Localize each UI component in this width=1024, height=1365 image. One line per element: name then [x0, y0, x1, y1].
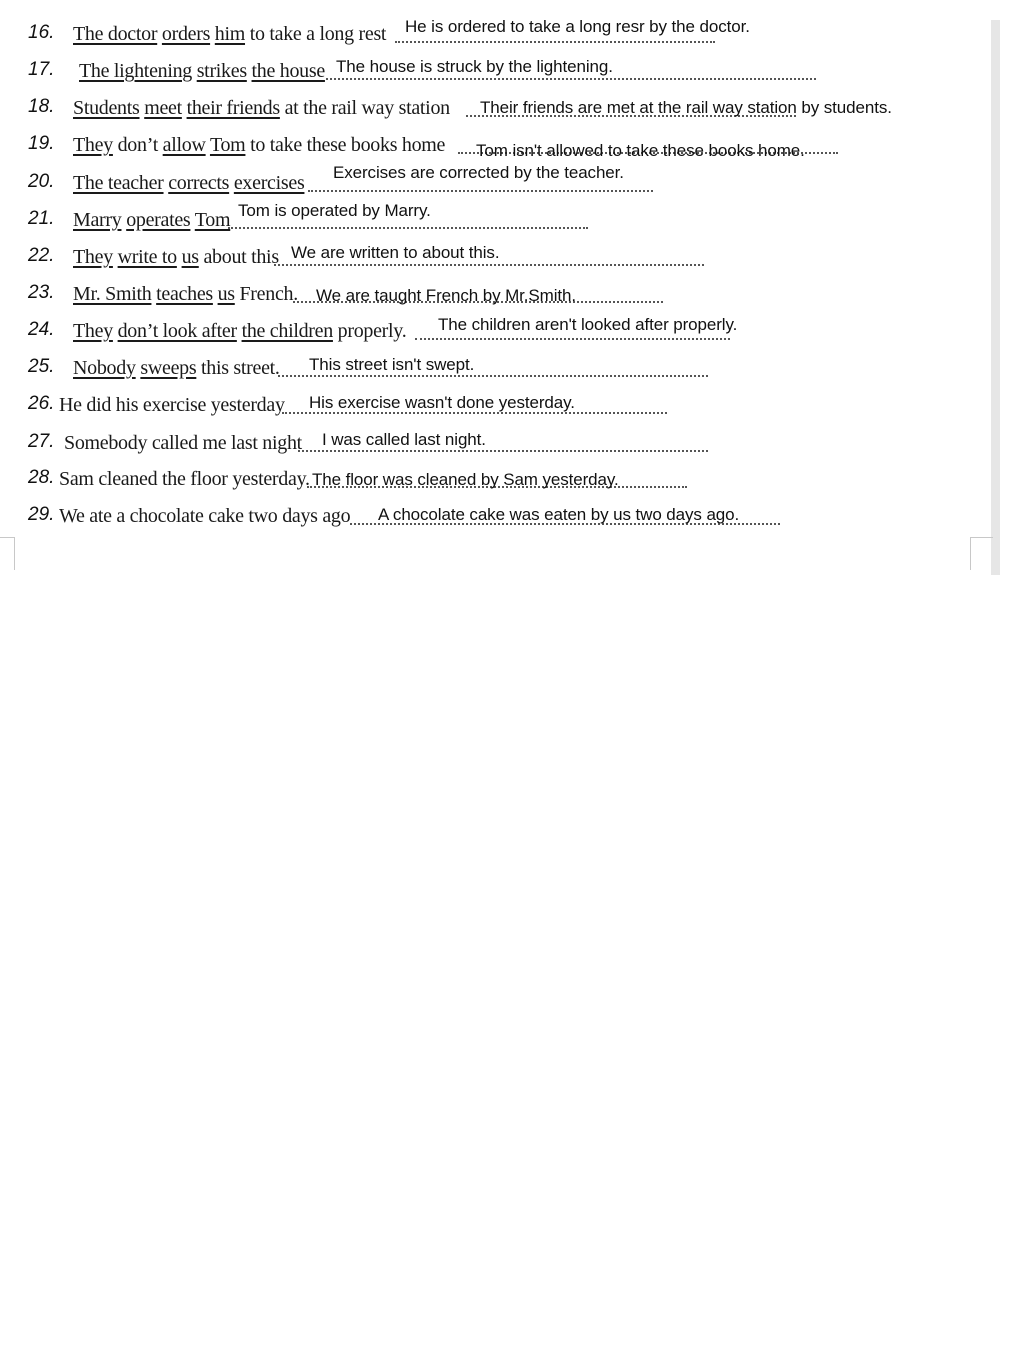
exercise-item [28, 354, 978, 384]
exercise-prompt [73, 357, 280, 380]
answer-text[interactable]: The children aren't looked after properly. [438, 315, 738, 334]
exercise-number: 16. [28, 22, 55, 43]
prompt-segment: Somebody called me last night [64, 432, 302, 454]
prompt-segment: French. [234, 283, 298, 305]
prompt-underlined-segment: teaches [156, 283, 213, 305]
prompt-segment: at the rail way station [279, 97, 450, 119]
exercise-number: 23. [28, 282, 55, 303]
exercise-item [28, 502, 978, 532]
answer-text[interactable]: Tom isn't allowed to take these books home. [476, 141, 805, 160]
prompt-underlined-segment: They [73, 246, 113, 268]
answer-text[interactable]: The house is struck by the lightening. [336, 57, 613, 76]
exercise-number: 19. [28, 133, 55, 154]
exercise-prompt [73, 283, 298, 306]
exercise-number: 17. [28, 59, 55, 80]
exercise-number: 22. [28, 245, 55, 266]
exercise-prompt [73, 172, 304, 195]
exercise-prompt [59, 505, 350, 528]
exercise-number: 29. [28, 504, 55, 525]
exercise-number: 20. [28, 171, 55, 192]
prompt-segment: don’t [112, 134, 163, 156]
prompt-underlined-segment: Mr. Smith [73, 283, 152, 305]
exercise-item [28, 391, 978, 421]
exercise-prompt [73, 97, 450, 120]
prompt-underlined-segment: us [217, 283, 235, 305]
exercise-item [28, 243, 978, 273]
answer-dotted-line [415, 338, 730, 340]
page-corner-mark-right [970, 537, 993, 570]
exercise-number: 25. [28, 356, 55, 377]
exercise-prompt [73, 209, 230, 232]
prompt-underlined-segment: allow [162, 134, 206, 156]
exercise-number: 28. [28, 467, 55, 488]
exercise-number: 21. [28, 208, 55, 229]
answer-text[interactable]: Tom is operated by Marry. [238, 201, 431, 220]
exercise-item [28, 465, 978, 495]
prompt-underlined-segment: don’t look after [117, 320, 237, 342]
prompt-underlined-segment: us [181, 246, 199, 268]
prompt-underlined-segment: They [73, 320, 113, 342]
prompt-underlined-segment: the children [241, 320, 333, 342]
prompt-segment: to take a long rest [245, 23, 387, 45]
answer-text[interactable]: Their friends are met at the rail way station by students. [480, 98, 892, 117]
prompt-underlined-segment: Marry [73, 209, 122, 231]
prompt-underlined-segment: orders [161, 23, 211, 45]
exercise-item [28, 131, 978, 161]
exercise-number: 18. [28, 96, 55, 117]
prompt-underlined-segment: meet [144, 97, 182, 119]
prompt-segment: He did his exercise yesterday [59, 394, 285, 416]
answer-text[interactable]: Exercises are corrected by the teacher. [333, 163, 624, 182]
exercise-prompt [73, 23, 386, 46]
answer-text[interactable]: I was called last night. [322, 430, 486, 449]
answer-dotted-line [298, 450, 708, 452]
answer-text[interactable]: His exercise wasn't done yesterday. [309, 393, 575, 412]
prompt-segment: to take these books home [245, 134, 446, 156]
exercise-prompt [73, 320, 406, 343]
answer-dotted-line [278, 375, 708, 377]
prompt-underlined-segment: operates [126, 209, 191, 231]
answer-dotted-line [274, 264, 704, 266]
prompt-underlined-segment: The lightening [79, 60, 192, 82]
exercise-prompt [73, 246, 279, 269]
answer-text[interactable]: A chocolate cake was eaten by us two days ago. [378, 505, 740, 524]
answer-text[interactable]: He is ordered to take a long resr by the doctor. [405, 17, 750, 36]
exercise-prompt [59, 394, 285, 417]
prompt-underlined-segment: The teacher [73, 172, 164, 194]
exercise-item [28, 163, 978, 199]
exercise-item [28, 429, 978, 459]
prompt-underlined-segment: their friends [186, 97, 280, 119]
prompt-underlined-segment: Students [73, 97, 140, 119]
answer-text[interactable]: The floor was cleaned by Sam yesterday. [312, 470, 619, 489]
exercise-number: 27. [28, 431, 55, 452]
exercise-prompt [79, 60, 325, 83]
page-corner-mark-left [0, 537, 15, 570]
prompt-underlined-segment: the house [251, 60, 325, 82]
exercise-number: 26. [28, 393, 55, 414]
exercise-item [28, 201, 978, 236]
answer-dotted-line [326, 78, 816, 80]
answer-dotted-line [308, 190, 653, 192]
exercise-prompt [59, 468, 310, 491]
prompt-segment: about this [198, 246, 279, 268]
prompt-segment: properly. [332, 320, 407, 342]
prompt-underlined-segment: strikes [196, 60, 247, 82]
answer-dotted-line [228, 227, 588, 229]
answer-text[interactable]: This street isn't swept. [309, 355, 475, 374]
prompt-underlined-segment: write to [117, 246, 177, 268]
exercise-item [28, 317, 978, 347]
prompt-segment: Sam cleaned the floor yesterday. [59, 468, 310, 490]
answer-text[interactable]: We are written to about this. [291, 243, 500, 262]
exercise-item [28, 17, 978, 50]
exercise-item [28, 94, 978, 124]
exercise-number: 24. [28, 319, 55, 340]
prompt-underlined-segment: Nobody [73, 357, 136, 379]
prompt-underlined-segment: corrects [168, 172, 230, 194]
prompt-underlined-segment: exercises [233, 172, 305, 194]
prompt-underlined-segment: Tom [194, 209, 231, 231]
prompt-segment: this street. [196, 357, 280, 379]
exercise-prompt [64, 432, 302, 455]
prompt-segment: We ate a chocolate cake two days ago [59, 505, 351, 527]
prompt-underlined-segment: sweeps [140, 357, 197, 379]
exercise-prompt [73, 134, 445, 157]
answer-text[interactable]: We are taught French by Mr.Smith. [316, 286, 576, 305]
exercise-item [28, 280, 978, 310]
prompt-underlined-segment: They [73, 134, 113, 156]
vertical-scrollbar[interactable] [991, 20, 1000, 575]
answer-dotted-line [395, 41, 715, 43]
prompt-underlined-segment: him [214, 23, 246, 45]
prompt-underlined-segment: The doctor [73, 23, 158, 45]
prompt-underlined-segment: Tom [209, 134, 246, 156]
exercise-item [28, 57, 978, 87]
